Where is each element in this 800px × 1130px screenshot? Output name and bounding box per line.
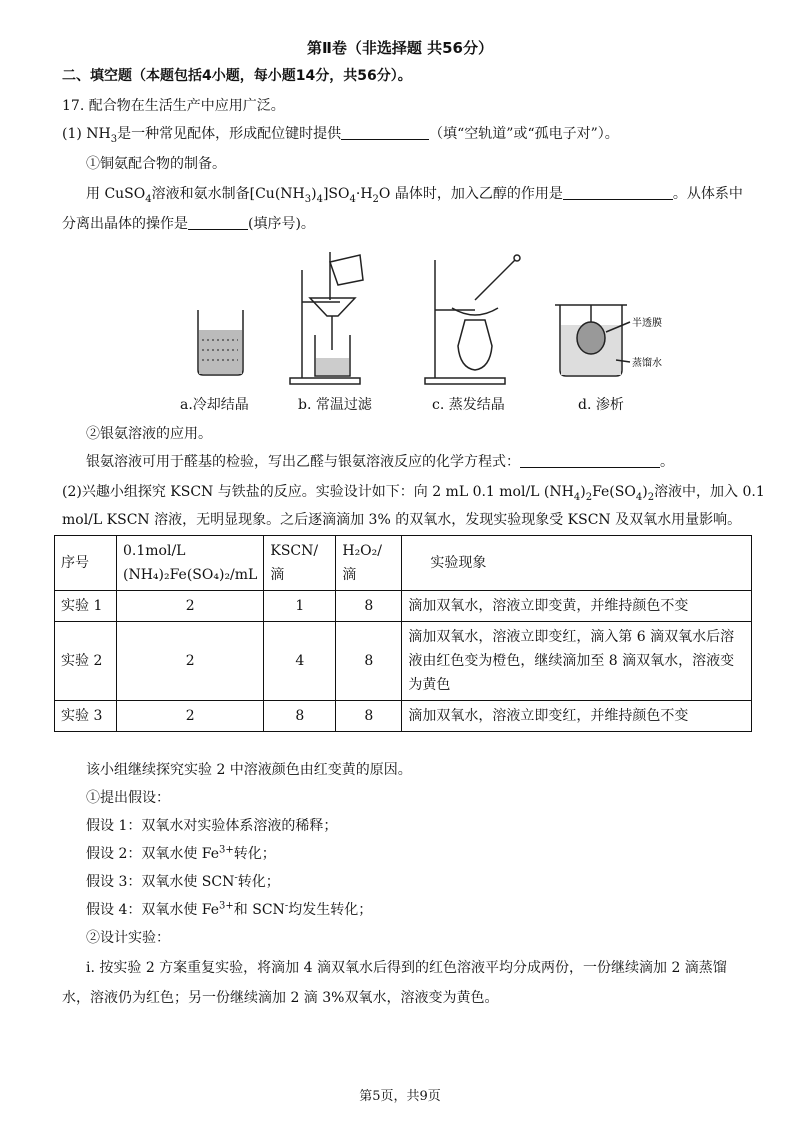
part-heading: 二、填空题（本题包括4小题，每小题14分，共56分）。 [62,68,412,84]
row-no: 实验 3 [55,701,117,732]
hypothesis-3 [86,872,280,892]
question-17-intro: 17. 配合物在生活生产中应用广泛。 [62,98,285,114]
text: ) [580,484,586,500]
subscript: 4 [349,193,356,205]
text: ·H [355,186,373,202]
row-h2o2: 8 [336,622,402,701]
answer-blank[interactable] [341,125,429,140]
question-17-2-line2: mol/L KSCN 溶液，无明显现象。之后逐滴滴加 3% 的双氧水，发现实验现象受 KSCN 及双氧水用量影响。 [62,512,742,528]
text: 转化； [237,874,280,890]
text: （填“空轨道”或“孤电子对”）。 [429,126,619,142]
row-h2o2: 8 [336,701,402,732]
design-i-line2: 水，溶液仍为红色；另一份继续滴加 2 滴 3%双氧水，溶液变为黄色。 [62,990,499,1006]
subscript: 3 [110,133,118,145]
subscript: 3 [304,193,312,205]
superscript: - [234,872,238,884]
item2-line [86,452,674,472]
text: 溶液中，加入 0.1 [654,484,765,500]
design-heading: ②设计实验： [86,930,170,946]
header-fe-line2: (NH₄)₂Fe(SO₄)₂/mL [123,567,258,583]
header-h2o2: H₂O₂/滴 [336,536,402,591]
row-observation: 滴加双氧水，溶液立即变红，并维持颜色不变 [402,701,752,732]
row-kscn: 8 [264,701,336,732]
text: 用 CuSO [86,186,146,202]
apparatus-drawing [180,250,680,395]
caption-a: a.冷却结晶 [180,397,249,413]
after-table-text: 该小组继续探究实验 2 中溶液颜色由红变黄的原因。 [86,762,412,778]
table-row [55,591,752,622]
header-no: 序号 [55,536,117,591]
text: 和 SCN [233,902,285,918]
subscript: 4 [145,193,152,205]
header-observation: 实验现象 [402,536,752,591]
row-observation: 滴加双氧水，溶液立即变黄，并维持颜色不变 [402,591,752,622]
subscript: 2 [585,491,593,503]
item2-heading: ②银氨溶液的应用。 [86,426,212,442]
evaporation-setup-icon [425,255,520,384]
subscript: 2 [372,193,379,205]
header-fe-solution [117,536,264,591]
beaker-cooling-icon [198,310,243,375]
subscript: 2 [647,491,655,503]
hypothesis-2 [86,844,276,864]
text: 转化； [233,846,276,862]
page-footer: 第5页，共9页 [359,1089,441,1104]
filtration-setup-icon [290,252,363,384]
dialysis-setup-icon [555,305,630,376]
row-no: 实验 2 [55,622,117,701]
table-header-row [55,536,752,591]
answer-blank[interactable] [520,453,660,468]
caption-c: c. 蒸发结晶 [432,397,505,413]
hypothesis-1: 假设 1：双氧水对实验体系溶液的稀释； [86,818,338,834]
row-kscn: 4 [264,622,336,701]
text: ) [311,186,317,202]
row-h2o2: 8 [336,591,402,622]
hypothesis-heading: ①提出假设： [86,790,170,806]
text: ]SO [322,186,350,202]
item1-heading: ①铜氨配合物的制备。 [86,156,226,172]
subscript: 4 [316,193,323,205]
superscript: 3+ [219,844,234,856]
section-title: 第Ⅱ卷（非选择题 共56分） [307,39,493,57]
question-17-2-line1 [62,482,765,502]
header-kscn: KSCN/滴 [264,536,336,591]
experiment-table [54,535,752,732]
hypothesis-4 [86,900,372,920]
text: 银氨溶液可用于醛基的检验，写出乙醛与银氨溶液反应的化学方程式： [86,454,520,470]
text: 假设 4：双氧水使 Fe [86,902,220,918]
item1-line2 [62,214,315,234]
row-fe: 2 [117,591,264,622]
text: 假设 2：双氧水使 Fe [86,846,220,862]
row-fe: 2 [117,701,264,732]
text: 。从体系中 [672,186,743,202]
label-distilled-water: 蒸馏水 [632,358,662,369]
row-fe: 2 [117,622,264,701]
apparatus-figure [180,250,680,425]
superscript: - [284,900,289,912]
text: (填序号)。 [248,216,315,232]
text: 分离出晶体的操作是 [62,216,188,232]
label-membrane: 半透膜 [632,318,662,329]
text: ) [642,484,648,500]
text: Fe(SO [592,484,636,500]
table-row [55,701,752,732]
row-kscn: 1 [264,591,336,622]
subscript: 4 [635,491,643,503]
text: 是一种常见配体，形成配位键时提供 [117,126,342,142]
table-row [55,622,752,701]
text: 溶液和氨水制备[Cu(NH [151,186,305,202]
header-fe-line1: 0.1mol/L [123,543,186,559]
text: O 晶体时，加入乙醇的作用是 [378,186,563,202]
caption-d: d. 渗析 [578,397,624,413]
text: 均发生转化； [288,902,373,918]
text: (2)兴趣小组探究 KSCN 与铁盐的反应。实验设计如下：向 2 mL 0.1 mol/L (NH [62,484,574,500]
caption-b: b. 常温过滤 [298,397,372,413]
text: (1) NH [62,126,111,142]
superscript: 3+ [219,900,234,912]
text: 。 [660,454,674,470]
design-i-line1: i. 按实验 2 方案重复实验，将滴加 4 滴双氧水后得到的红色溶液平均分成两份，一份继续滴加 2 滴蒸馏 [86,960,727,976]
answer-blank[interactable] [188,215,248,230]
text: 假设 3：双氧水使 SCN [86,874,235,890]
question-17-1 [62,124,619,144]
answer-blank[interactable] [563,185,673,200]
row-no: 实验 1 [55,591,117,622]
row-observation: 滴加双氧水，溶液立即变红，滴入第 6 滴双氧水后溶液由红色变为橙色，继续滴加至 8 滴双氧水，溶液变为黄色 [402,622,752,701]
subscript: 4 [573,491,581,503]
item1-line1 [86,184,743,204]
